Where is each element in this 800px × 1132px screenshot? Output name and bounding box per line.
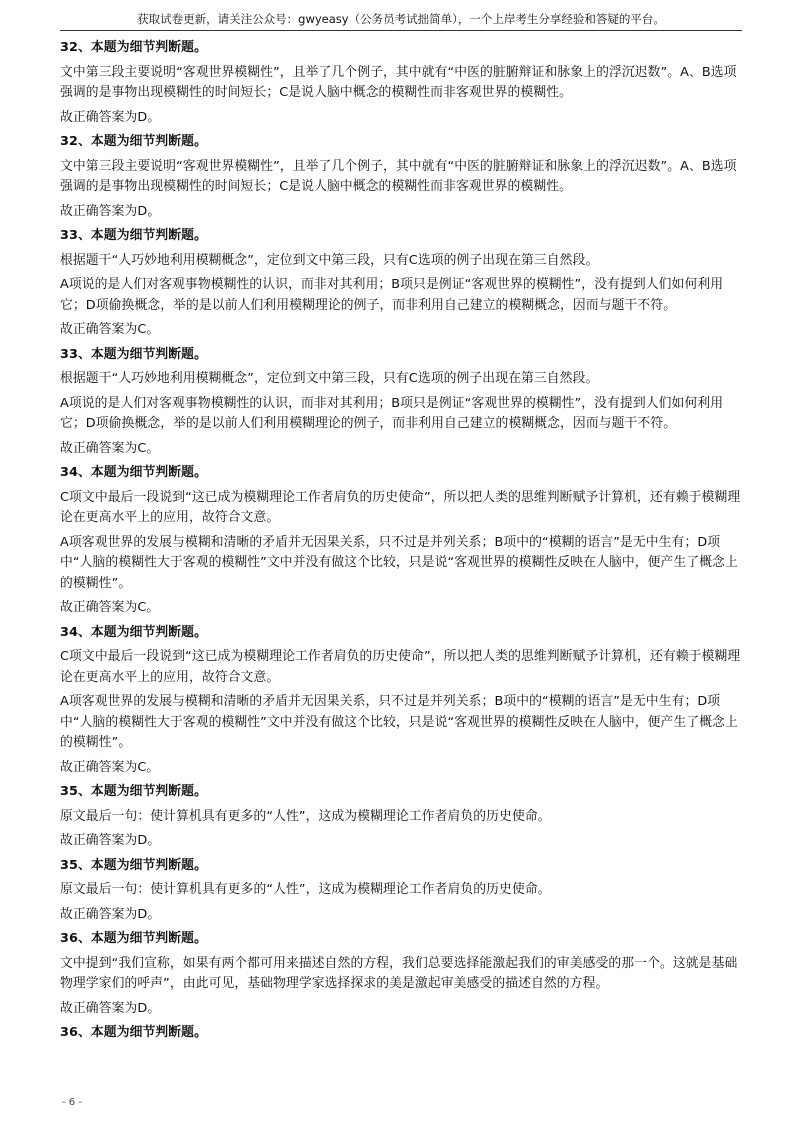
question-heading: 32、本题为细节判断题。 [60, 134, 207, 149]
paragraph: C项文中最后一段说到“这已成为模糊理论工作者肩负的历史使命”，所以把人类的思维判断赋予计算机，还有赖于模糊理论在更高水平上的应用，故符合文意。 [60, 649, 741, 685]
paragraph: 文中提到“我们宣称，如果有两个都可用来描述自然的方程，我们总要选择能激起我们的审美感受的那一个。这就是基础物理学家们的呼声”，由此可见，基础物理学家选择探求的美是激起审美感受的描述自然的方程。 [60, 955, 738, 991]
paragraph: 故正确答案为C。 [60, 440, 160, 456]
paragraph: 故正确答案为D。 [60, 109, 161, 125]
question-heading: 36、本题为细节判断题。 [60, 931, 207, 946]
question-heading: 32、本题为细节判断题。 [60, 40, 207, 55]
paragraph: 故正确答案为C。 [60, 759, 160, 775]
question-heading: 34、本题为细节判断题。 [60, 465, 207, 480]
paragraph: 文中第三段主要说明“客观世界模糊性”，且举了几个例子，其中就有“中医的脏腑辩证和脉象上的浮沉迟数”。A、B选项强调的是事物出现模糊性的时间短长；C是说人脑中概念的模糊性而非客观世界的模糊性。 [60, 64, 737, 100]
document-body [60, 38, 748, 1048]
paragraph: 根据题干“人巧妙地利用模糊概念”，定位到文中第三段，只有C选项的例子出现在第三自然段。 [60, 371, 599, 386]
paragraph: A项客观世界的发展与模糊和清晰的矛盾并无因果关系，只不过是并列关系；B项中的“模糊的语言”是无中生有；D项中“人脑的模糊性大于客观的模糊性”文中并没有做这个比较，只是说“客观世界的模糊性反映在人脑中，便产生了概念上的模糊性”。 [60, 534, 738, 591]
page-header: 获取试卷更新，请关注公众号：gwyeasy（公务员考试拙简单），一个上岸考生分享经验和答疑的平台。 [60, 10, 742, 31]
question-heading: 33、本题为细节判断题。 [60, 346, 207, 362]
paragraph: 原文最后一句：使计算机具有更多的“人性”，这成为模糊理论工作者肩负的历史使命。 [60, 808, 551, 824]
paragraph: C项文中最后一段说到“这已成为模糊理论工作者肩负的历史使命”，所以把人类的思维判断赋予计算机，还有赖于模糊理论在更高水平上的应用，故符合文意。 [60, 489, 741, 525]
paragraph: 故正确答案为C。 [60, 322, 160, 337]
question-heading: 35、本题为细节判断题。 [60, 857, 207, 873]
question-heading: 36、本题为细节判断题。 [60, 1025, 207, 1040]
paragraph: 原文最后一句：使计算机具有更多的“人性”，这成为模糊理论工作者肩负的历史使命。 [60, 882, 551, 897]
question-heading: 34、本题为细节判断题。 [60, 624, 207, 640]
paragraph: 文中第三段主要说明“客观世界模糊性”，且举了几个例子，其中就有“中医的脏腑辩证和脉象上的浮沉迟数”。A、B选项强调的是事物出现模糊性的时间短长；C是说人脑中概念的模糊性而非客观世界的模糊性。 [60, 158, 737, 194]
page-number: - 6 - [62, 1097, 82, 1108]
question-heading: 35、本题为细节判断题。 [60, 784, 207, 799]
paragraph: A项客观世界的发展与模糊和清晰的矛盾并无因果关系，只不过是并列关系；B项中的“模糊的语言”是无中生有；D项中“人脑的模糊性大于客观的模糊性”文中并没有做这个比较，只是说“客观世界的模糊性反映在人脑中，便产生了概念上的模糊性”。 [60, 694, 738, 750]
paragraph: 故正确答案为D。 [60, 203, 161, 219]
paragraph: A项说的是人们对客观事物模糊性的认识，而非对其利用；B项只是例证“客观世界的模糊性”，没有提到人们如何利用它；D项偷换概念，举的是以前人们利用模糊理论的例子，而非利用自己建立的模糊概念，因而与题干不符。 [60, 277, 724, 313]
paragraph: 故正确答案为D。 [60, 833, 161, 848]
paragraph: 故正确答案为C。 [60, 600, 160, 615]
paragraph: 故正确答案为D。 [60, 906, 161, 922]
paragraph: 故正确答案为D。 [60, 1000, 161, 1016]
paragraph: 根据题干“人巧妙地利用模糊概念”，定位到文中第三段，只有C选项的例子出现在第三自然段。 [60, 252, 599, 268]
question-heading: 33、本题为细节判断题。 [60, 228, 207, 243]
paragraph: A项说的是人们对客观事物模糊性的认识，而非对其利用；B项只是例证“客观世界的模糊性”，没有提到人们如何利用它；D项偷换概念，举的是以前人们利用模糊理论的例子，而非利用自己建立的模糊概念，因而与题干不符。 [60, 395, 724, 431]
